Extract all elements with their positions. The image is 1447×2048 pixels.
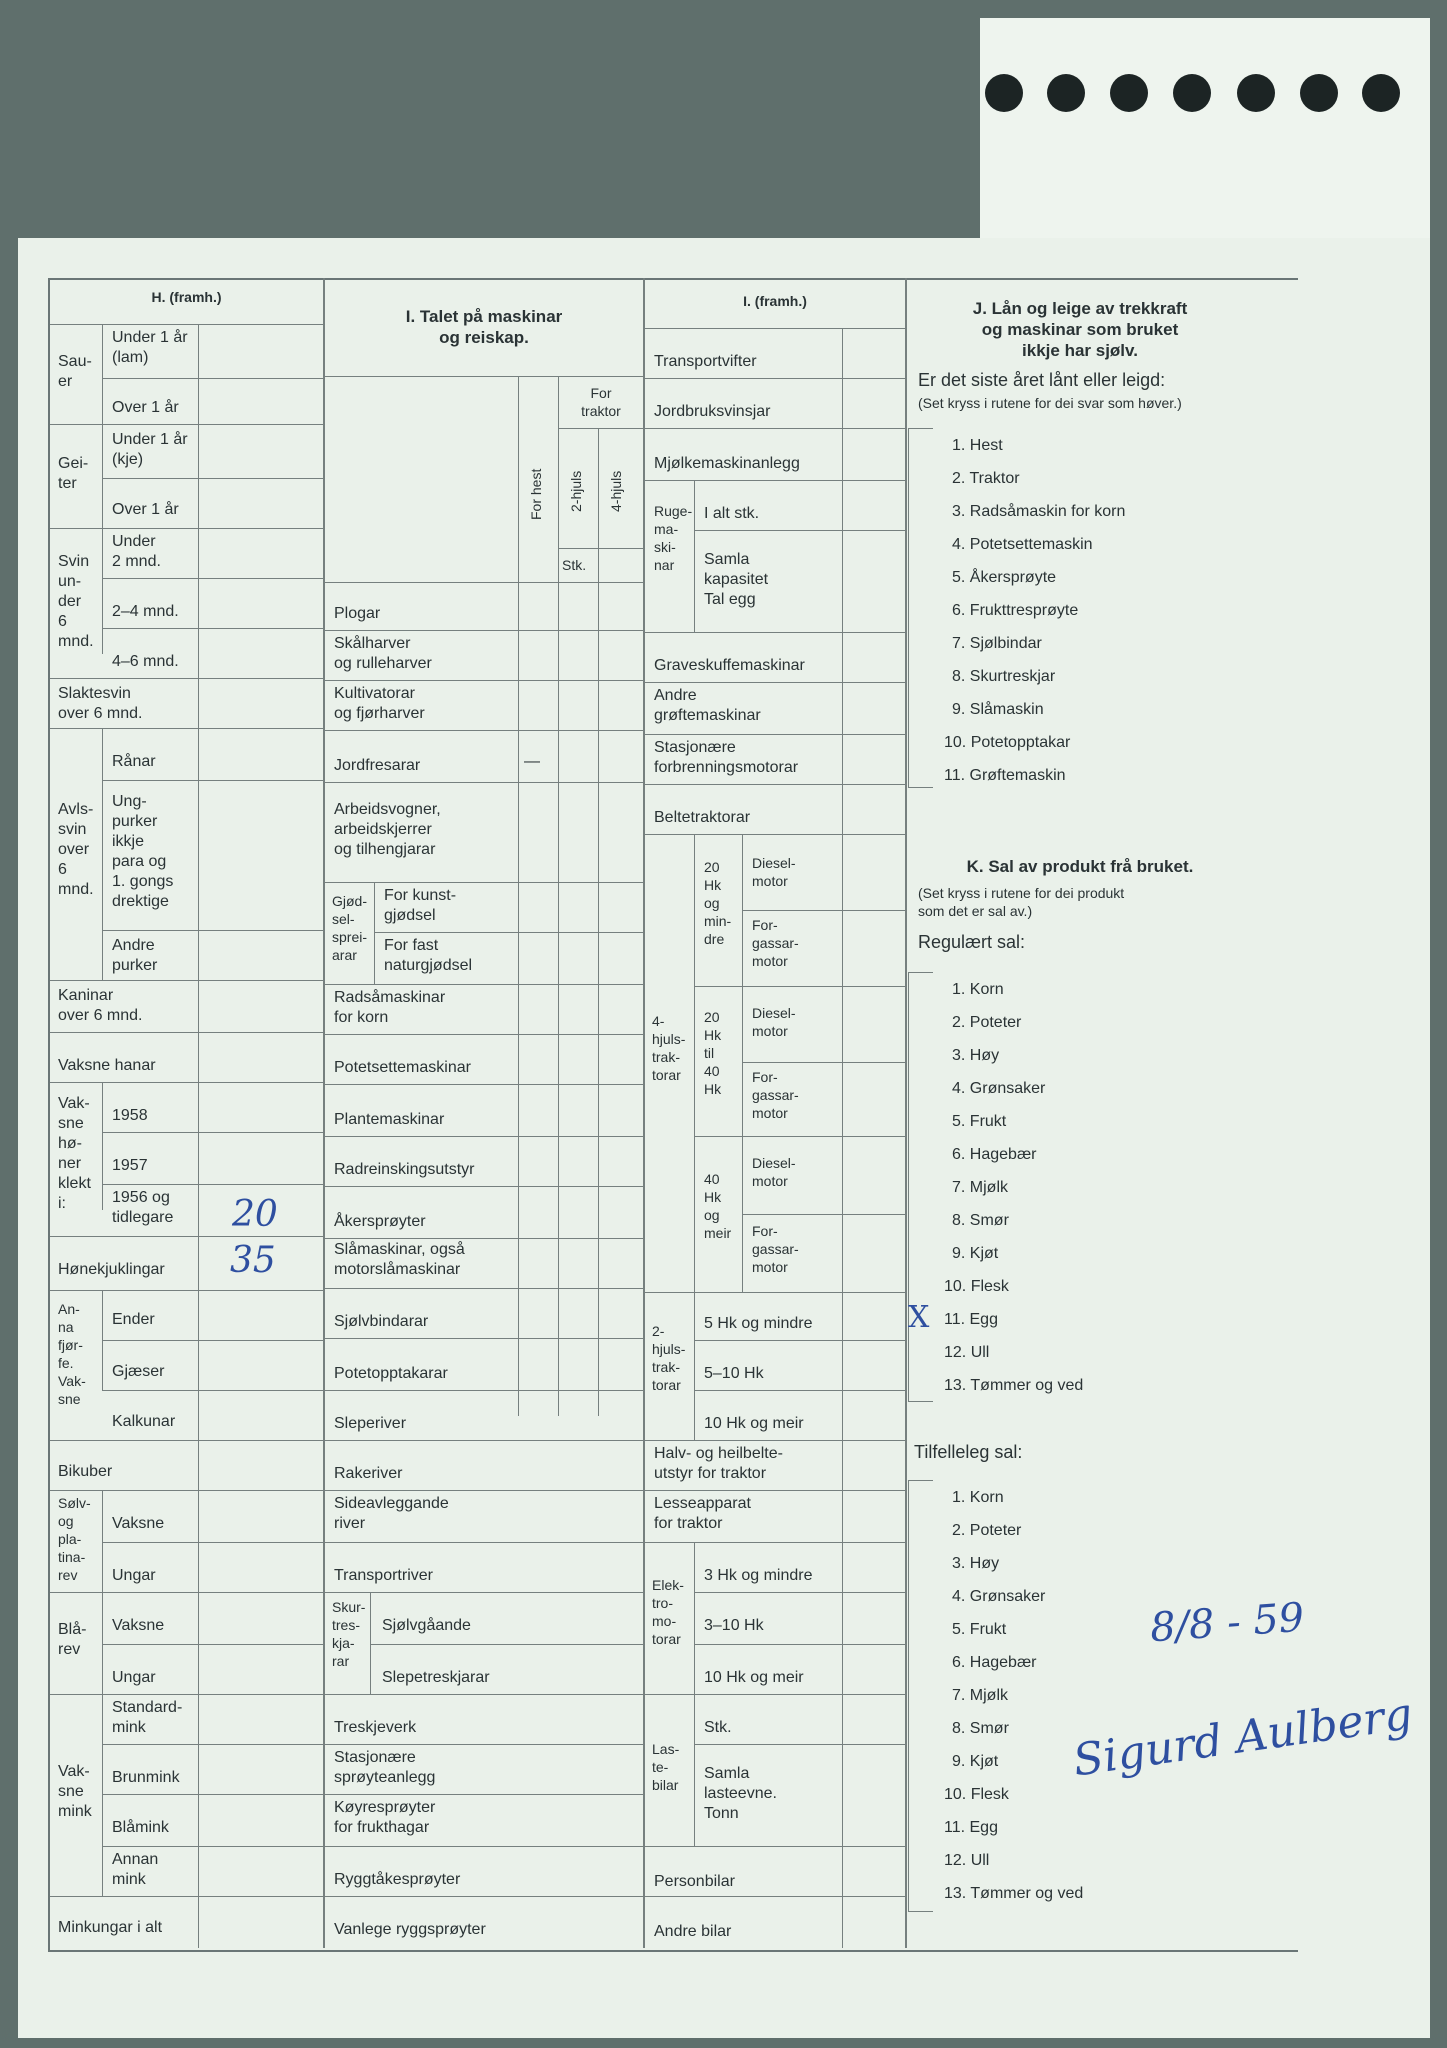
list-item: 9. Kjøt [952, 1245, 999, 1262]
row-line [325, 730, 643, 731]
inner-divider [370, 1592, 371, 1694]
row-line [370, 1644, 643, 1645]
row-line [102, 1794, 323, 1795]
list-item: 7. Mjølk [952, 1687, 1008, 1704]
header-for-hest: For hest [528, 468, 544, 520]
column-divider [323, 278, 325, 1948]
row-label: 1956 og tidlegare [112, 1189, 174, 1226]
row-label: Slepetreskjarar [382, 1669, 490, 1686]
regular-sale-label: Regulært sal: [918, 932, 1026, 952]
row-label: Stasjonære sprøyteanlegg [334, 1749, 436, 1786]
row-line [50, 678, 323, 679]
row-line [102, 1644, 323, 1645]
row-label: 10 Hk og meir [704, 1415, 804, 1432]
list-item: 1. Hest [952, 437, 1003, 454]
row-line [645, 328, 905, 329]
column-divider [905, 278, 907, 1948]
row-line [325, 984, 643, 985]
row-line [645, 1542, 905, 1543]
row-label: Halv- og heilbelte- utstyr for traktor [654, 1445, 783, 1482]
section-k-note: (Set kryss i rutene for dei produkt som det er sal av.) [918, 885, 1125, 919]
list-item: 8. Smør [952, 1212, 1009, 1229]
row-line [694, 1592, 905, 1593]
row-label: Køyresprøyter for frukthagar [334, 1799, 436, 1836]
row-label: Under 1 år (lam) [112, 329, 188, 366]
row-label: Jordbruksvinsjar [654, 403, 771, 420]
signature: Sigurd Aulberg [1070, 1688, 1416, 1787]
row-label: Plogar [334, 605, 381, 622]
row-line [102, 1542, 323, 1543]
list-item: 5. Åkersprøyte [952, 569, 1057, 586]
row-label: Skålharver og rulleharver [334, 635, 432, 672]
row-line [102, 1744, 323, 1745]
list-item: 1. Korn [952, 981, 1004, 998]
row-line [645, 1440, 905, 1441]
row-line [325, 630, 643, 631]
row-line [325, 882, 643, 883]
row-line [50, 1082, 323, 1083]
row-label: Ung- purker ikkje para og 1. gongs drektige [112, 793, 174, 910]
engine-label: For- gassar- motor [752, 1223, 799, 1275]
row-label: Bikuber [58, 1463, 113, 1480]
row-label: Samla kapasitet Tal egg [704, 551, 769, 608]
row-line [645, 1694, 905, 1695]
row-line [102, 1340, 323, 1341]
group-label-svin: Svin un- der 6 mnd. [58, 553, 94, 650]
row-line [325, 1034, 643, 1035]
punch-hole [985, 74, 1023, 112]
row-line [102, 1132, 323, 1133]
row-label: For kunst- gjødsel [384, 887, 457, 924]
punch-hole [1110, 74, 1148, 112]
row-line [102, 628, 323, 629]
row-label: Standard- mink [112, 1699, 183, 1736]
hp-group: 20 Hk til 40 Hk [704, 1009, 722, 1097]
engine-label: For- gassar- motor [752, 1069, 799, 1121]
list-item: 9. Slåmaskin [952, 701, 1044, 718]
row-line [325, 1794, 643, 1795]
list-item: 5. Frukt [952, 1621, 1007, 1638]
row-line [325, 1390, 643, 1391]
row-label: Andre grøftemaskinar [654, 687, 761, 724]
inner-divider [694, 1694, 695, 1846]
row-label: Vaksne [112, 1515, 165, 1532]
row-label: Sjølvbindarar [334, 1313, 429, 1330]
hp-group: 20 Hk og min- dre [704, 859, 732, 947]
inner-divider [102, 324, 103, 654]
row-line [325, 782, 643, 783]
row-line [558, 548, 643, 549]
row-label: Minkungar i alt [58, 1919, 163, 1936]
group-label-elektro: Elek- tro- mo- torar [652, 1577, 684, 1647]
list-item: 11. Grøftemaskin [944, 767, 1066, 784]
row-label: Potetopptakarar [334, 1365, 448, 1382]
row-label: Treskjeverk [334, 1719, 417, 1736]
row-label: 3 Hk og mindre [704, 1567, 813, 1584]
row-line [50, 1490, 323, 1491]
section-j-note: (Set kryss i rutene for dei svar som høver.) [918, 395, 1182, 411]
row-label: Kalkunar [112, 1413, 176, 1430]
inner-divider [102, 728, 103, 980]
section-j-question: Er det siste året lånt eller leigd: [918, 370, 1166, 390]
list-item: 3. Høy [952, 1047, 1000, 1064]
list-item: 4. Grønsaker [952, 1080, 1046, 1097]
list-item: 11. Egg [944, 1819, 998, 1836]
row-label: 10 Hk og meir [704, 1669, 804, 1686]
paper-top-strip [980, 18, 1430, 248]
list-item: 8. Skurtreskjar [952, 668, 1056, 685]
row-label: Over 1 år [112, 501, 179, 518]
row-line [50, 424, 323, 425]
row-line [325, 1136, 643, 1137]
row-line [694, 1644, 905, 1645]
engine-label: Diesel- motor [752, 1155, 796, 1189]
row-line [645, 378, 905, 379]
row-line [645, 428, 905, 429]
row-label: Jordfresarar [334, 757, 421, 774]
group-label-fjorfe: An- na fjør- fe. Vak- sne [58, 1301, 86, 1407]
list-item: 9. Kjøt [952, 1753, 999, 1770]
hp-group: 40 Hk og meir [704, 1171, 732, 1241]
inner-divider [742, 834, 743, 1292]
row-line [102, 578, 323, 579]
inner-divider [694, 1542, 695, 1694]
engine-label: For- gassar- motor [752, 917, 799, 969]
row-label: Personbilar [654, 1873, 735, 1890]
inner-divider [102, 1694, 103, 1896]
row-label: Ungar [112, 1567, 156, 1584]
header-for-traktor: For traktor [581, 385, 621, 419]
list-item: 11. Egg [944, 1311, 998, 1328]
row-line [325, 680, 643, 681]
row-line [325, 376, 643, 377]
section-i-header: I. Talet på maskinar og reiskap. [405, 307, 563, 347]
row-label: Gjæser [112, 1363, 165, 1380]
row-label: Kultivatorar og fjørharver [334, 685, 425, 722]
punch-hole [1237, 74, 1275, 112]
row-line [50, 1440, 323, 1441]
row-line [742, 1214, 905, 1215]
group-label-2hjuls: 2- hjuls- trak- torar [652, 1323, 686, 1393]
list-item: 6. Hagebær [952, 1146, 1037, 1163]
row-label: Stk. [704, 1719, 732, 1736]
row-line [645, 834, 905, 835]
handwritten-value: 35 [230, 1240, 276, 1281]
row-line [325, 1084, 643, 1085]
row-line [645, 734, 905, 735]
row-line [374, 932, 643, 933]
group-label-blarev: Blå- rev [58, 1621, 87, 1658]
row-label: Kaninar over 6 mnd. [58, 987, 143, 1024]
row-line [50, 1236, 323, 1237]
row-label: Sleperiver [334, 1415, 407, 1432]
row-line [645, 1292, 905, 1293]
row-line [742, 910, 905, 911]
inner-divider [598, 428, 599, 1416]
section-h-header: H. (framh.) [151, 289, 222, 305]
row-line [645, 1846, 905, 1847]
section-i2-header: I. (framh.) [743, 293, 807, 309]
column-divider [643, 278, 645, 1948]
row-line [102, 930, 323, 931]
row-label: Beltetraktorar [654, 809, 751, 826]
row-line [325, 1338, 643, 1339]
list-item: 3. Radsåmaskin for korn [952, 503, 1126, 520]
punch-hole [1300, 74, 1338, 112]
list-item: 7. Mjølk [952, 1179, 1008, 1196]
row-label: Sideavleggande river [334, 1495, 449, 1532]
list-item: 12. Ull [944, 1344, 990, 1361]
row-label: Plantemaskinar [334, 1111, 445, 1128]
checkbox-mark: X [908, 1300, 930, 1335]
punch-hole [1047, 74, 1085, 112]
group-label-mink: Vak- sne mink [58, 1763, 92, 1820]
row-line [694, 986, 905, 987]
row-line [102, 1184, 323, 1185]
row-line [558, 428, 643, 429]
row-label: For fast naturgjødsel [384, 937, 473, 974]
row-line [325, 1288, 643, 1289]
punch-hole [1173, 74, 1211, 112]
row-line [325, 1542, 643, 1543]
inner-divider [374, 882, 375, 984]
row-label: 2–4 mnd. [112, 603, 179, 620]
row-label: Vaksne hanar [58, 1057, 156, 1074]
list-item: 2. Traktor [952, 470, 1020, 487]
row-label: Lesseapparat for traktor [654, 1495, 751, 1532]
row-line [325, 1440, 643, 1441]
header-stk: Stk. [562, 557, 587, 573]
list-item: 10. Potetopptakar [944, 734, 1071, 751]
row-label: Ungar [112, 1669, 156, 1686]
row-line [742, 1062, 905, 1063]
row-label: Slaktesvin over 6 mnd. [58, 685, 143, 722]
row-line [102, 378, 323, 379]
row-label: Potetsettemaskinar [334, 1059, 471, 1076]
row-label: Vaksne [112, 1617, 165, 1634]
row-label: Hønekjuklingar [58, 1261, 165, 1278]
inner-divider [102, 1592, 103, 1692]
row-label: Samla lasteevne. Tonn [704, 1765, 777, 1822]
list-item: 10. Flesk [944, 1786, 1009, 1803]
list-item: 13. Tømmer og ved [944, 1377, 1084, 1394]
list-item: 12. Ull [944, 1852, 990, 1869]
handwritten-value: 20 [232, 1194, 278, 1235]
inner-divider [842, 328, 843, 1948]
inner-divider [694, 480, 695, 632]
row-line [325, 1592, 643, 1593]
checkbox-column[interactable] [908, 1480, 933, 1912]
row-label: 1958 [112, 1107, 148, 1124]
row-line [50, 980, 323, 981]
group-label-gjodsel: Gjød- sel- sprei- arar [332, 893, 368, 963]
group-label-sauer: Sau- er [58, 353, 92, 390]
row-label: Rånar [112, 753, 156, 770]
list-item: 10. Flesk [944, 1278, 1009, 1295]
list-item: 1. Korn [952, 1489, 1004, 1506]
row-line [325, 1896, 643, 1897]
inner-divider [518, 376, 519, 1416]
row-label: 1957 [112, 1157, 148, 1174]
engine-label: Diesel- motor [752, 1005, 796, 1039]
row-label: Transportriver [334, 1567, 433, 1584]
row-line [694, 1136, 905, 1137]
group-label-avlssvin: Avls- svin over 6 mnd. [58, 801, 94, 898]
row-label: Over 1 år [112, 399, 179, 416]
row-label: Åkersprøyter [334, 1213, 426, 1230]
row-label: Vanlege ryggsprøyter [334, 1921, 486, 1938]
row-line [645, 784, 905, 785]
list-item: 6. Hagebær [952, 1654, 1037, 1671]
row-label: Under 1 år (kje) [112, 431, 188, 468]
row-label: Graveskuffemaskinar [654, 657, 805, 674]
row-label: 5–10 Hk [704, 1365, 764, 1382]
row-label: Andre bilar [654, 1923, 732, 1940]
punch-hole [1362, 74, 1400, 112]
row-line [50, 1592, 323, 1593]
row-label: Transportvifter [654, 353, 757, 370]
row-line [325, 1238, 643, 1239]
row-label: Ender [112, 1311, 155, 1328]
row-label: 5 Hk og mindre [704, 1315, 813, 1332]
row-line [325, 1744, 643, 1745]
row-label: Ryggtåkesprøyter [334, 1871, 461, 1888]
row-line [694, 1744, 905, 1745]
list-item: 7. Sjølbindar [952, 635, 1042, 652]
list-item: 2. Poteter [952, 1522, 1022, 1539]
row-line [102, 780, 323, 781]
row-line [50, 1290, 323, 1291]
list-item: 4. Potetsettemaskin [952, 536, 1093, 553]
engine-label: Diesel- motor [752, 855, 796, 889]
row-label: Slåmaskinar, også motorslåmaskinar [334, 1241, 465, 1278]
row-line [50, 728, 323, 729]
row-label: Radreinskingsutstyr [334, 1161, 475, 1178]
row-label: Blåmink [112, 1819, 169, 1836]
checkbox-column[interactable] [908, 972, 933, 1402]
row-label: Rakeriver [334, 1465, 403, 1482]
group-label-ruge: Ruge- ma- ski- nar [654, 503, 693, 573]
row-line [645, 480, 905, 481]
list-item: 13. Tømmer og ved [944, 1885, 1084, 1902]
row-line [50, 1032, 323, 1033]
list-item: 4. Grønsaker [952, 1588, 1046, 1605]
group-label-solvrev: Sølv- og pla- tina- rev [58, 1495, 91, 1583]
row-line [50, 1694, 323, 1695]
row-line [325, 582, 643, 583]
section-j-header: J. Lån og leige av trekkraft og maskinar som bruket ikkje har sjølv. [972, 299, 1188, 360]
row-line [50, 1896, 323, 1897]
row-label: Annan mink [112, 1851, 159, 1888]
row-label: Brunmink [112, 1769, 180, 1786]
row-line [102, 1846, 323, 1847]
row-label: Arbeidsvogner, arbeidskjerrer og tilhengjarar [334, 801, 441, 858]
inner-divider [694, 1292, 695, 1440]
row-line [645, 1490, 905, 1491]
group-label-honer: Vak- sne hø- ner klekt i: [58, 1095, 91, 1212]
row-label: Radsåmaskinar for korn [334, 989, 446, 1026]
row-line [50, 528, 323, 529]
group-label-skur: Skur- tres- kja- rar [332, 1599, 366, 1669]
row-label: 4–6 mnd. [112, 653, 179, 670]
inner-divider [558, 376, 559, 1416]
row-line [325, 1186, 643, 1187]
occasional-sale-label: Tilfelleleg sal: [914, 1442, 1023, 1462]
row-line [694, 1340, 905, 1341]
group-label-4hjuls: 4- hjuls- trak- torar [652, 1013, 686, 1083]
group-label-laste: Las- te- bilar [652, 1741, 680, 1793]
row-line [645, 632, 905, 633]
row-line [325, 1846, 643, 1847]
list-item: 2. Poteter [952, 1014, 1022, 1031]
row-line [50, 324, 323, 325]
list-item: 6. Frukttresprøyte [952, 602, 1079, 619]
row-label: Stasjonære forbrenningsmotorar [654, 739, 799, 776]
row-line [645, 1896, 905, 1897]
inner-divider [198, 324, 199, 1948]
list-item: 8. Smør [952, 1720, 1009, 1737]
inner-divider [102, 1082, 103, 1210]
row-line [102, 1390, 323, 1391]
row-label: 3–10 Hk [704, 1617, 764, 1634]
row-line [325, 1490, 643, 1491]
list-item: 5. Frukt [952, 1113, 1007, 1130]
dash-mark: — [524, 753, 540, 770]
row-line [325, 1694, 643, 1695]
row-line [694, 1390, 905, 1391]
group-label-geiter: Gei- ter [58, 455, 89, 492]
header-4hjuls: 4-hjuls [608, 470, 624, 512]
section-k-header: K. Sal av produkt frå bruket. [966, 857, 1194, 876]
row-label: Andre purker [112, 937, 158, 974]
row-line [694, 530, 905, 531]
row-line [645, 682, 905, 683]
row-label: I alt stk. [704, 505, 760, 522]
row-label: Mjølkemaskinanlegg [654, 455, 800, 472]
header-2hjuls: 2-hjuls [568, 470, 584, 512]
inner-divider [694, 834, 695, 1292]
handwritten-date: 8/8 - 59 [1148, 1594, 1306, 1652]
row-line [102, 478, 323, 479]
list-item: 3. Høy [952, 1555, 1000, 1572]
row-label: Sjølvgåande [382, 1617, 471, 1634]
row-label: Under 2 mnd. [112, 533, 161, 570]
checkbox-column[interactable] [908, 428, 933, 788]
